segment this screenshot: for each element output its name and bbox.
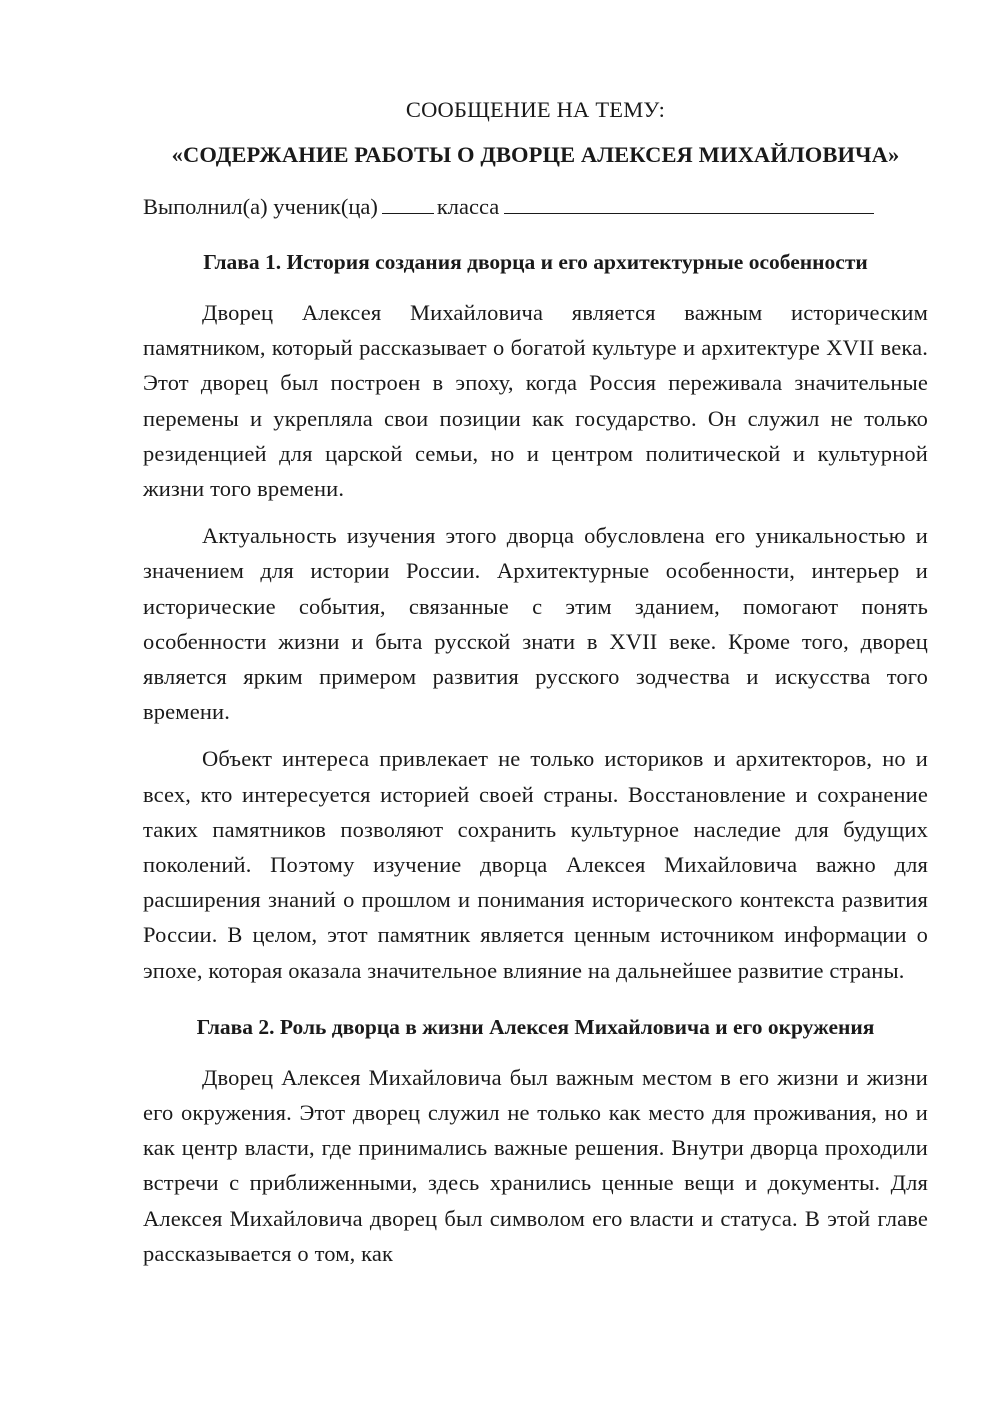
class-label: класса <box>436 194 500 219</box>
document-subtitle: «СОДЕРЖАНИЕ РАБОТЫ О ДВОРЦЕ АЛЕКСЕЯ МИХАЙЛОВИЧА» <box>171 142 900 167</box>
chapter-1-paragraph-2: Актуальность изучения этого дворца обусловлена его уникальностью и значением для истории России. Архитектурные особенности, интерьер и исторические события, связанные с этим зданием, помогают понять особенности жизни и быта русской знати в XVII веке. Кроме того, дворец является ярким примером развития русского зодчества и искусства того времени. <box>143 523 928 725</box>
document-page <box>143 94 928 1271</box>
chapter-2-paragraph-1: Дворец Алексея Михайловича был важным местом в его жизни и жизни его окружения. Этот дворец служил не только как место для проживания, но и как центр власти, где принимались важные решения. Внутри дворца проходили встречи с приближенными, здесь хранились ценные вещи и документы. Для Алексея Михайловича дворец был символом его власти и статуса. В этой главе рассказывается о том, как <box>143 1064 928 1266</box>
author-prefix: Выполнил(а) ученик(ца) <box>143 194 378 219</box>
chapter-1-paragraph-1: Дворец Алексея Михайловича является важным историческим памятником, который рассказывает о богатой культуре и архитектуре XVII века. Этот дворец был построен в эпоху, когда Россия переживала значительные перемены и укрепляла свои позиции как государство. Он служил не только резиденцией для царской семьи, но и центром политической и культурной жизни того времени. <box>143 300 928 502</box>
document-title: СООБЩЕНИЕ НА ТЕМУ: <box>405 97 666 122</box>
class-number-blank <box>382 193 434 214</box>
chapter-2-title: Глава 2. Роль дворца в жизни Алексея Михайловича и его окружения <box>196 1014 875 1039</box>
chapter-1-title: Глава 1. История создания дворца и его архитектурные особенности <box>203 250 868 274</box>
author-line <box>143 191 928 223</box>
chapter-1-paragraph-3: Объект интереса привлекает не только историков и архитекторов, но и всех, кто интересуется историей своей страны. Восстановление и сохранение таких памятников позволяют сохранить культурное наследие для будущих поколений. Поэтому изучение дворца Алексея Михайловича важно для расширения знаний о прошлом и понимания исторического контекста развития России. В целом, этот памятник является ценным источником информации о эпохе, которая оказала значительное влияние на дальнейшее развитие страны. <box>143 746 928 983</box>
student-name-blank <box>504 193 874 214</box>
